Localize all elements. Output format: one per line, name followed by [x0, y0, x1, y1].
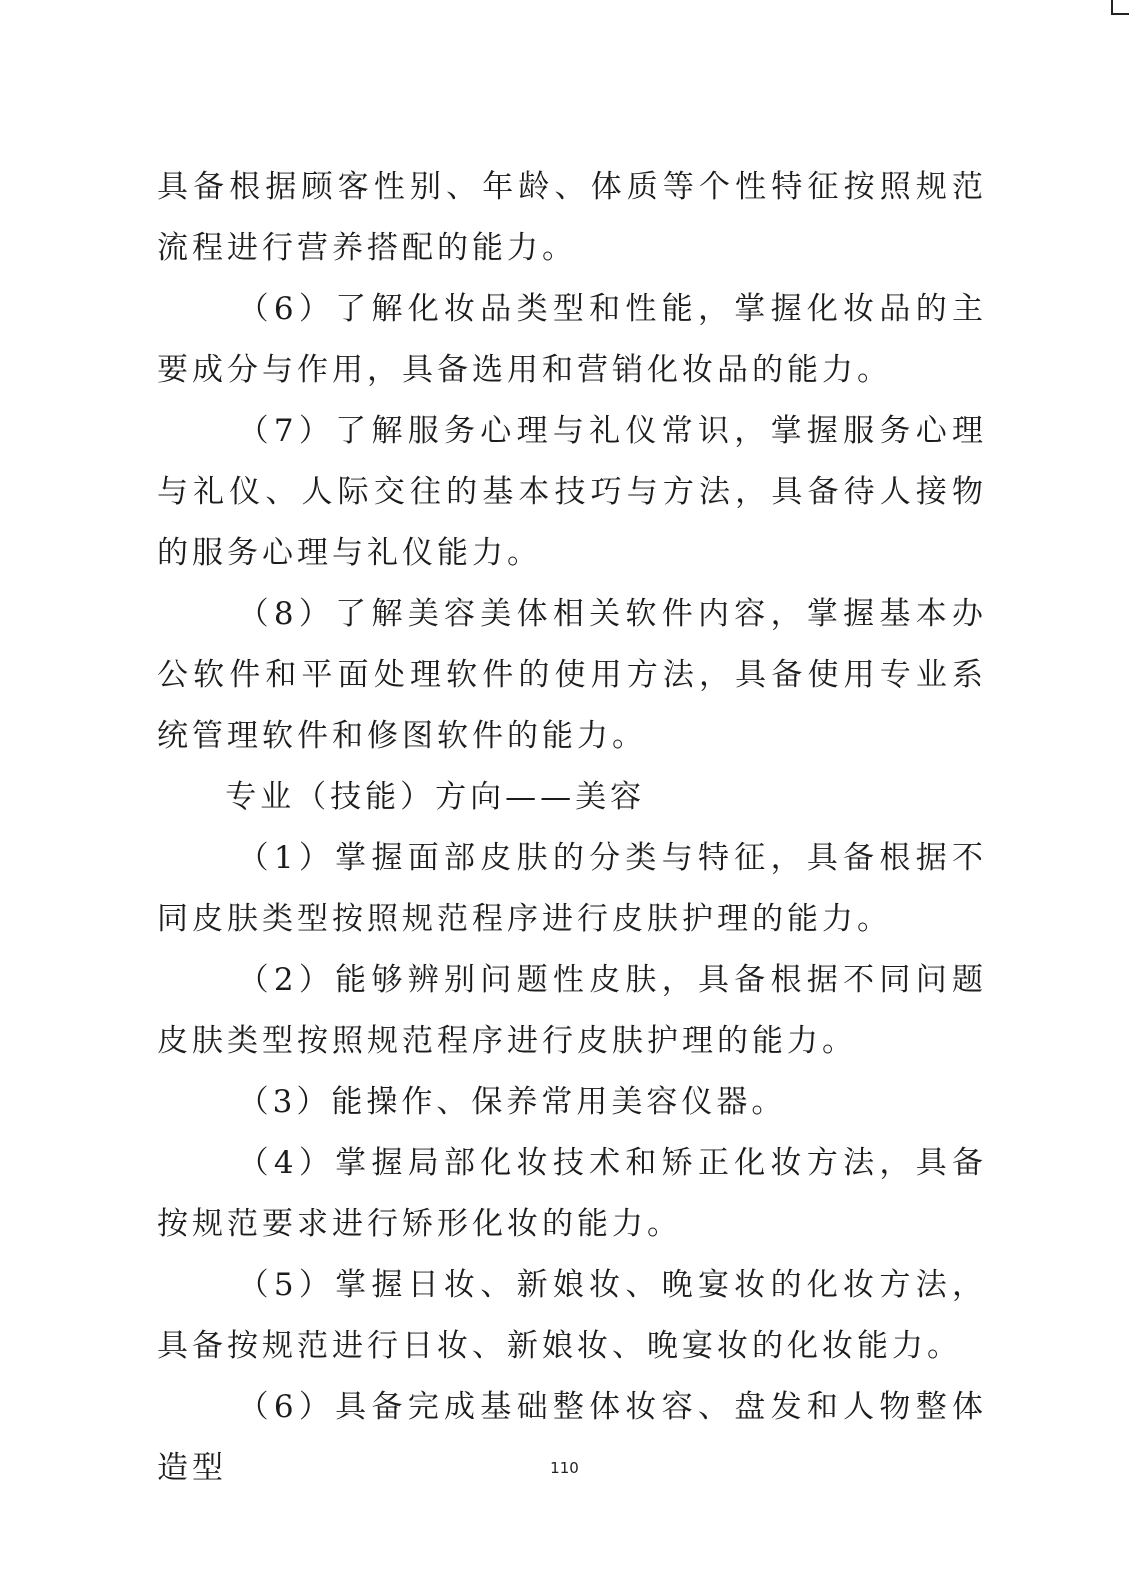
list-item-5-makeup-styles: （5）掌握日妆、新娘妆、晚宴妆的化妆方法，具备按规范进行日妆、新娘妆、晚宴妆的化妆能力。 — [157, 1267, 987, 1364]
list-item-6-cosmetics: （6）了解化妆品类型和性能，掌握化妆品的主要成分与作用，具备选用和营销化妆品的能力。 — [157, 291, 987, 388]
list-item-6-overall-styling: （6）具备完成基础整体妆容、盘发和人物整体造型 — [157, 1389, 987, 1486]
list-item-3-instruments: （3）能操作、保养常用美容仪器。 — [237, 1084, 787, 1120]
list-item-1-skin-classification: （1）掌握面部皮肤的分类与特征，具备根据不同皮肤类型按照规范程序进行皮肤护理的能力。 — [157, 840, 987, 937]
section-heading-beauty: 专业（技能）方向——美容 — [225, 779, 646, 815]
list-item-4-corrective-makeup: （4）掌握局部化妆技术和矫正化妆方法，具备按规范要求进行矫形化妆的能力。 — [157, 1145, 987, 1242]
list-item-8-software: （8）了解美容美体相关软件内容，掌握基本办公软件和平面处理软件的使用方法，具备使用专业系统管理软件和修图软件的能力。 — [157, 596, 987, 754]
paragraph-continuation: 具备根据顾客性别、年龄、体质等个性特征按照规范流程进行营养搭配的能力。 — [157, 169, 987, 266]
document-body — [157, 157, 987, 1499]
crop-mark-horizontal — [1111, 13, 1129, 15]
page-number: 110 — [550, 1459, 579, 1477]
list-item-7-service-etiquette: （7）了解服务心理与礼仪常识，掌握服务心理与礼仪、人际交往的基本技巧与方法，具备待人接物的服务心理与礼仪能力。 — [157, 413, 987, 571]
list-item-2-problem-skin: （2）能够辨别问题性皮肤，具备根据不同问题皮肤类型按照规范程序进行皮肤护理的能力。 — [157, 962, 987, 1059]
crop-mark-vertical — [1111, 0, 1113, 14]
